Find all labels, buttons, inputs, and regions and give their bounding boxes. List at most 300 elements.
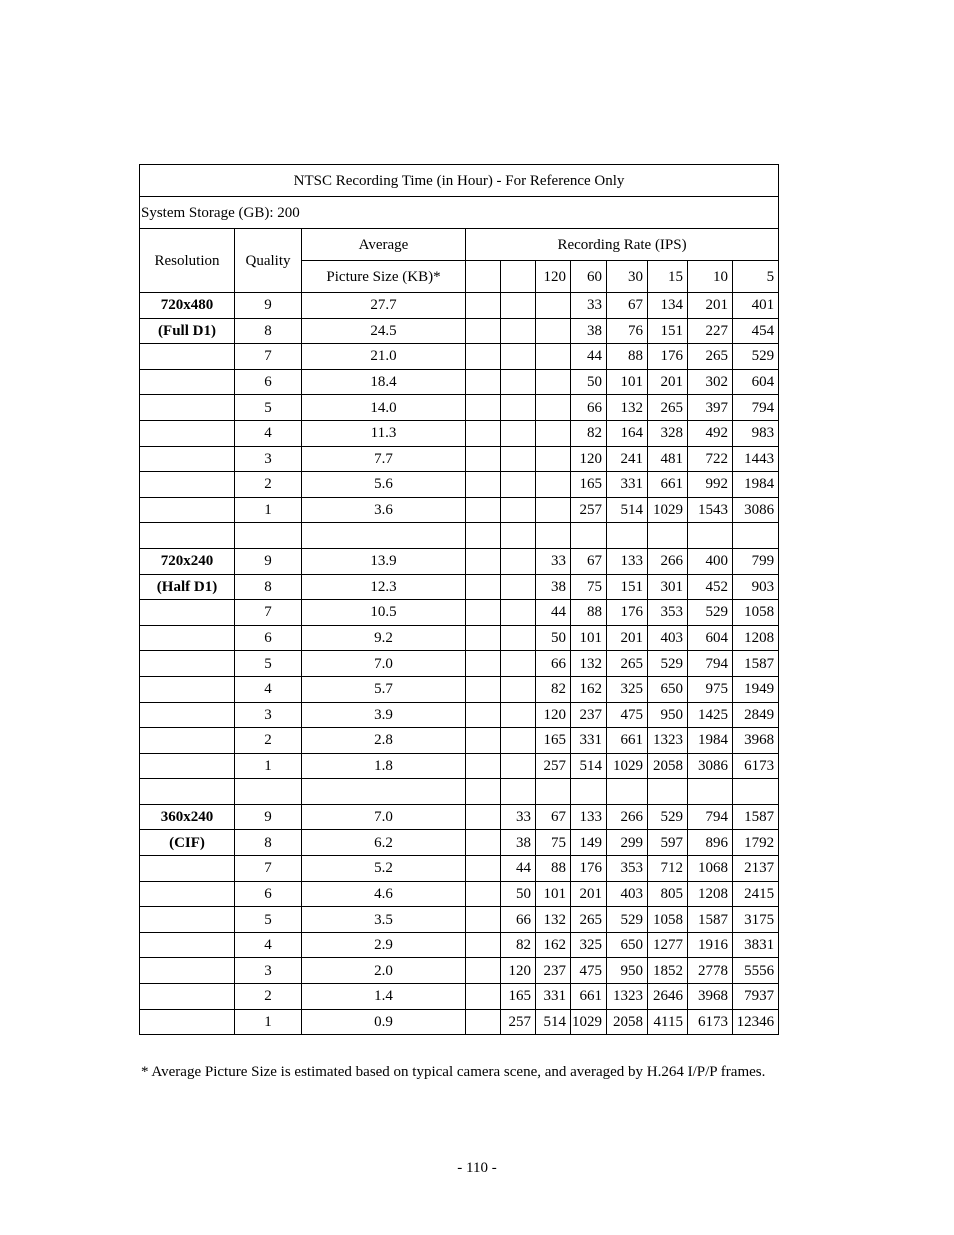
table-row xyxy=(140,651,779,677)
recording-hours-cell: 1425 xyxy=(688,702,733,728)
resolution-cell xyxy=(140,753,235,779)
avg-picture-size-cell: 3.9 xyxy=(302,702,466,728)
recording-hours-cell: 1323 xyxy=(648,728,688,754)
resolution-cell xyxy=(140,702,235,728)
recording-hours-cell: 301 xyxy=(648,574,688,600)
recording-hours-cell: 799 xyxy=(733,548,779,574)
recording-hours-cell xyxy=(536,369,571,395)
table-row xyxy=(140,625,779,651)
resolution-cell: (Full D1) xyxy=(140,318,235,344)
quality-cell: 5 xyxy=(235,395,302,421)
recording-hours-cell: 1984 xyxy=(688,728,733,754)
avg-picture-size-cell: 2.8 xyxy=(302,728,466,754)
recording-hours-cell: 1323 xyxy=(607,984,648,1010)
recording-hours-cell xyxy=(466,651,501,677)
resolution-cell xyxy=(140,369,235,395)
avg-picture-size-cell xyxy=(302,523,466,549)
quality-cell: 1 xyxy=(235,1009,302,1035)
rate-header-cell: 30 xyxy=(607,261,648,293)
table-row xyxy=(140,907,779,933)
recording-hours-cell xyxy=(648,523,688,549)
recording-hours-cell: 514 xyxy=(571,753,607,779)
recording-hours-cell: 101 xyxy=(536,881,571,907)
table-row xyxy=(140,984,779,1010)
rate-header-cell: 10 xyxy=(688,261,733,293)
table-row xyxy=(140,753,779,779)
recording-hours-cell: 1058 xyxy=(648,907,688,933)
recording-hours-cell xyxy=(536,446,571,472)
table-row xyxy=(140,1009,779,1035)
recording-hours-cell: 134 xyxy=(648,293,688,319)
recording-hours-cell: 257 xyxy=(501,1009,536,1035)
recording-hours-cell: 165 xyxy=(571,472,607,498)
recording-hours-cell: 481 xyxy=(648,446,688,472)
avg-picture-size-cell: 9.2 xyxy=(302,625,466,651)
recording-hours-cell xyxy=(466,779,501,805)
recording-hours-cell: 6173 xyxy=(688,1009,733,1035)
table-row xyxy=(140,523,779,549)
recording-hours-cell: 492 xyxy=(688,420,733,446)
table-title: NTSC Recording Time (in Hour) - For Reference Only xyxy=(140,165,779,197)
table-row xyxy=(140,318,779,344)
recording-hours-cell: 66 xyxy=(571,395,607,421)
recording-hours-cell: 151 xyxy=(607,574,648,600)
recording-hours-cell: 2778 xyxy=(688,958,733,984)
recording-hours-cell: 12346 xyxy=(733,1009,779,1035)
recording-hours-cell: 176 xyxy=(607,600,648,626)
recording-hours-cell: 2058 xyxy=(648,753,688,779)
recording-hours-cell: 164 xyxy=(607,420,648,446)
recording-hours-cell xyxy=(501,497,536,523)
table-row xyxy=(140,420,779,446)
table-row xyxy=(140,804,779,830)
recording-hours-cell: 50 xyxy=(571,369,607,395)
quality-cell: 8 xyxy=(235,574,302,600)
recording-hours-cell xyxy=(501,420,536,446)
recording-hours-cell: 452 xyxy=(688,574,733,600)
recording-hours-cell: 529 xyxy=(607,907,648,933)
recording-hours-cell: 50 xyxy=(501,881,536,907)
recording-hours-cell: 75 xyxy=(536,830,571,856)
recording-hours-cell xyxy=(466,446,501,472)
recording-hours-cell xyxy=(466,1009,501,1035)
recording-hours-cell: 3968 xyxy=(733,728,779,754)
avg-picture-size-cell: 5.7 xyxy=(302,676,466,702)
recording-hours-cell xyxy=(501,472,536,498)
recording-hours-cell: 266 xyxy=(648,548,688,574)
recording-hours-cell: 1587 xyxy=(733,804,779,830)
recording-hours-cell: 201 xyxy=(688,293,733,319)
recording-hours-cell: 162 xyxy=(571,676,607,702)
recording-hours-cell xyxy=(648,779,688,805)
recording-hours-cell: 661 xyxy=(571,984,607,1010)
recording-hours-cell: 1792 xyxy=(733,830,779,856)
table-row xyxy=(140,446,779,472)
recording-hours-cell: 33 xyxy=(571,293,607,319)
table-row xyxy=(140,344,779,370)
avg-picture-size-cell: 7.0 xyxy=(302,804,466,830)
recording-hours-cell xyxy=(466,856,501,882)
avg-picture-size-cell: 2.0 xyxy=(302,958,466,984)
table-row xyxy=(140,728,779,754)
recording-hours-cell xyxy=(501,728,536,754)
recording-hours-cell: 201 xyxy=(571,881,607,907)
recording-hours-cell xyxy=(501,318,536,344)
recording-hours-cell: 75 xyxy=(571,574,607,600)
resolution-cell: (Half D1) xyxy=(140,574,235,600)
recording-hours-cell: 120 xyxy=(536,702,571,728)
recording-hours-cell xyxy=(466,344,501,370)
recording-hours-cell: 165 xyxy=(501,984,536,1010)
recording-hours-cell: 257 xyxy=(536,753,571,779)
quality-cell: 5 xyxy=(235,907,302,933)
recording-hours-cell: 3175 xyxy=(733,907,779,933)
recording-hours-cell: 529 xyxy=(648,651,688,677)
recording-hours-cell: 299 xyxy=(607,830,648,856)
recording-hours-cell: 794 xyxy=(688,651,733,677)
recording-hours-cell: 120 xyxy=(571,446,607,472)
quality-cell: 9 xyxy=(235,293,302,319)
table-row xyxy=(140,395,779,421)
avg-picture-size-cell: 5.6 xyxy=(302,472,466,498)
recording-hours-cell: 950 xyxy=(607,958,648,984)
table-row xyxy=(140,958,779,984)
recording-hours-cell: 353 xyxy=(607,856,648,882)
recording-hours-cell xyxy=(466,420,501,446)
recording-hours-cell: 661 xyxy=(607,728,648,754)
recording-hours-cell: 38 xyxy=(501,830,536,856)
recording-hours-cell: 1949 xyxy=(733,676,779,702)
recording-hours-cell: 514 xyxy=(536,1009,571,1035)
table-row xyxy=(140,369,779,395)
recording-hours-cell xyxy=(501,600,536,626)
recording-hours-cell xyxy=(466,984,501,1010)
recording-hours-cell xyxy=(466,676,501,702)
resolution-cell xyxy=(140,395,235,421)
recording-hours-cell: 650 xyxy=(607,932,648,958)
recording-hours-cell xyxy=(688,523,733,549)
table-row xyxy=(140,702,779,728)
resolution-cell: 720x240 xyxy=(140,548,235,574)
recording-hours-cell xyxy=(466,625,501,651)
avg-picture-size-cell: 27.7 xyxy=(302,293,466,319)
resolution-cell xyxy=(140,446,235,472)
recording-hours-cell: 6173 xyxy=(733,753,779,779)
table-row xyxy=(140,881,779,907)
avg-picture-size-cell: 18.4 xyxy=(302,369,466,395)
quality-cell: 2 xyxy=(235,728,302,754)
resolution-cell xyxy=(140,779,235,805)
resolution-cell xyxy=(140,728,235,754)
recording-hours-cell: 604 xyxy=(688,625,733,651)
recording-hours-cell: 302 xyxy=(688,369,733,395)
rate-header-cell: 15 xyxy=(648,261,688,293)
avg-picture-size-cell: 4.6 xyxy=(302,881,466,907)
avg-picture-size-cell: 6.2 xyxy=(302,830,466,856)
recording-hours-cell: 265 xyxy=(688,344,733,370)
recording-hours-cell: 44 xyxy=(501,856,536,882)
rate-header-cell: 60 xyxy=(571,261,607,293)
recording-hours-cell: 38 xyxy=(536,574,571,600)
recording-hours-cell: 1068 xyxy=(688,856,733,882)
recording-hours-cell xyxy=(501,395,536,421)
recording-hours-cell xyxy=(501,702,536,728)
recording-hours-cell: 597 xyxy=(648,830,688,856)
recording-hours-cell: 67 xyxy=(607,293,648,319)
recording-hours-cell xyxy=(466,728,501,754)
recording-hours-cell xyxy=(466,523,501,549)
recording-hours-cell xyxy=(733,523,779,549)
recording-hours-cell xyxy=(466,600,501,626)
recording-hours-cell: 227 xyxy=(688,318,733,344)
quality-cell: 8 xyxy=(235,830,302,856)
recording-hours-cell xyxy=(466,932,501,958)
recording-hours-cell: 67 xyxy=(536,804,571,830)
recording-hours-cell xyxy=(501,651,536,677)
recording-hours-cell: 722 xyxy=(688,446,733,472)
recording-hours-cell: 992 xyxy=(688,472,733,498)
avg-picture-size-cell: 12.3 xyxy=(302,574,466,600)
resolution-cell xyxy=(140,497,235,523)
recording-hours-cell: 1029 xyxy=(571,1009,607,1035)
table-row xyxy=(140,293,779,319)
recording-hours-cell: 2415 xyxy=(733,881,779,907)
recording-hours-cell xyxy=(466,830,501,856)
recording-hours-cell: 66 xyxy=(536,651,571,677)
recording-hours-cell xyxy=(536,497,571,523)
recording-hours-cell: 3968 xyxy=(688,984,733,1010)
quality-cell: 7 xyxy=(235,600,302,626)
recording-hours-cell: 133 xyxy=(607,548,648,574)
recording-hours-cell: 328 xyxy=(648,420,688,446)
quality-cell: 3 xyxy=(235,958,302,984)
recording-hours-cell xyxy=(536,395,571,421)
quality-cell: 6 xyxy=(235,881,302,907)
recording-hours-cell xyxy=(501,753,536,779)
recording-hours-cell: 2137 xyxy=(733,856,779,882)
resolution-cell xyxy=(140,907,235,933)
system-storage-label: System Storage (GB): 200 xyxy=(140,197,779,229)
recording-hours-cell: 38 xyxy=(571,318,607,344)
recording-hours-cell: 1029 xyxy=(648,497,688,523)
recording-hours-cell: 325 xyxy=(607,676,648,702)
recording-hours-cell: 88 xyxy=(607,344,648,370)
recording-hours-cell xyxy=(607,779,648,805)
recording-hours-cell: 650 xyxy=(648,676,688,702)
resolution-cell xyxy=(140,881,235,907)
recording-hours-cell xyxy=(501,676,536,702)
resolution-cell xyxy=(140,676,235,702)
avg-picture-size-cell: 3.5 xyxy=(302,907,466,933)
recording-hours-cell: 176 xyxy=(648,344,688,370)
recording-hours-cell: 896 xyxy=(688,830,733,856)
recording-hours-cell: 2849 xyxy=(733,702,779,728)
recording-hours-cell: 403 xyxy=(648,625,688,651)
recording-hours-cell: 529 xyxy=(688,600,733,626)
recording-hours-cell xyxy=(466,318,501,344)
avg-picture-size-cell: 7.7 xyxy=(302,446,466,472)
recording-hours-cell: 201 xyxy=(648,369,688,395)
table-row xyxy=(140,856,779,882)
recording-hours-cell xyxy=(688,779,733,805)
recording-hours-cell: 82 xyxy=(536,676,571,702)
recording-hours-cell: 4115 xyxy=(648,1009,688,1035)
recording-hours-cell: 33 xyxy=(501,804,536,830)
quality-cell: 9 xyxy=(235,548,302,574)
avg-picture-size-cell: 14.0 xyxy=(302,395,466,421)
recording-hours-cell xyxy=(466,293,501,319)
quality-cell: 7 xyxy=(235,856,302,882)
recording-hours-cell: 120 xyxy=(501,958,536,984)
recording-hours-cell: 149 xyxy=(571,830,607,856)
page-number: - 110 - xyxy=(457,1160,497,1176)
recording-hours-cell xyxy=(466,753,501,779)
recording-hours-cell: 7937 xyxy=(733,984,779,1010)
average-header: Average xyxy=(302,229,466,261)
recording-hours-cell xyxy=(571,523,607,549)
table-row xyxy=(140,472,779,498)
recording-hours-cell: 1916 xyxy=(688,932,733,958)
table-row xyxy=(140,574,779,600)
recording-hours-cell: 133 xyxy=(571,804,607,830)
recording-hours-cell: 1852 xyxy=(648,958,688,984)
recording-hours-cell: 397 xyxy=(688,395,733,421)
avg-picture-size-cell: 21.0 xyxy=(302,344,466,370)
recording-hours-cell: 101 xyxy=(607,369,648,395)
recording-hours-cell: 903 xyxy=(733,574,779,600)
resolution-cell xyxy=(140,1009,235,1035)
resolution-cell xyxy=(140,523,235,549)
recording-hours-cell xyxy=(501,625,536,651)
recording-hours-cell: 2646 xyxy=(648,984,688,1010)
recording-hours-cell: 88 xyxy=(536,856,571,882)
recording-hours-cell: 162 xyxy=(536,932,571,958)
recording-hours-cell: 475 xyxy=(607,702,648,728)
table-row xyxy=(140,932,779,958)
recording-hours-cell: 950 xyxy=(648,702,688,728)
recording-hours-cell xyxy=(536,318,571,344)
recording-hours-cell: 237 xyxy=(536,958,571,984)
avg-picture-size-cell: 11.3 xyxy=(302,420,466,446)
recording-hours-cell: 44 xyxy=(536,600,571,626)
recording-hours-cell xyxy=(571,779,607,805)
recording-hours-cell: 529 xyxy=(733,344,779,370)
recording-hours-cell: 2058 xyxy=(607,1009,648,1035)
recording-hours-cell: 266 xyxy=(607,804,648,830)
resolution-cell xyxy=(140,600,235,626)
recording-hours-cell: 794 xyxy=(733,395,779,421)
recording-hours-cell: 1208 xyxy=(688,881,733,907)
resolution-cell xyxy=(140,958,235,984)
resolution-cell: 360x240 xyxy=(140,804,235,830)
recording-hours-cell xyxy=(536,523,571,549)
resolution-cell xyxy=(140,856,235,882)
quality-cell: 4 xyxy=(235,420,302,446)
recording-hours-cell xyxy=(466,804,501,830)
recording-hours-cell xyxy=(501,779,536,805)
avg-picture-size-cell: 1.8 xyxy=(302,753,466,779)
quality-cell: 3 xyxy=(235,446,302,472)
resolution-cell xyxy=(140,651,235,677)
recording-hours-cell: 331 xyxy=(571,728,607,754)
recording-hours-cell xyxy=(501,369,536,395)
recording-hours-cell xyxy=(466,548,501,574)
recording-hours-cell: 265 xyxy=(648,395,688,421)
recording-hours-cell: 3086 xyxy=(733,497,779,523)
recording-hours-cell: 132 xyxy=(571,651,607,677)
recording-hours-cell: 604 xyxy=(733,369,779,395)
recording-hours-cell: 3831 xyxy=(733,932,779,958)
recording-hours-cell: 514 xyxy=(607,497,648,523)
recording-hours-cell: 529 xyxy=(648,804,688,830)
resolution-cell xyxy=(140,932,235,958)
recording-hours-cell: 1543 xyxy=(688,497,733,523)
recording-hours-cell: 1443 xyxy=(733,446,779,472)
recording-hours-cell: 33 xyxy=(536,548,571,574)
recording-hours-cell: 400 xyxy=(688,548,733,574)
recording-hours-cell: 805 xyxy=(648,881,688,907)
avg-picture-size-cell: 2.9 xyxy=(302,932,466,958)
resolution-cell xyxy=(140,420,235,446)
avg-picture-size-cell xyxy=(302,779,466,805)
recording-hours-cell xyxy=(536,472,571,498)
recording-hours-cell: 265 xyxy=(571,907,607,933)
recording-hours-cell: 661 xyxy=(648,472,688,498)
recording-hours-cell: 454 xyxy=(733,318,779,344)
recording-hours-cell: 88 xyxy=(571,600,607,626)
quality-cell: 5 xyxy=(235,651,302,677)
recording-hours-cell xyxy=(501,548,536,574)
recording-hours-cell: 237 xyxy=(571,702,607,728)
avg-picture-size-cell: 1.4 xyxy=(302,984,466,1010)
rate-header-cell: 120 xyxy=(536,261,571,293)
recording-hours-cell: 712 xyxy=(648,856,688,882)
avg-picture-size-cell: 10.5 xyxy=(302,600,466,626)
recording-hours-cell xyxy=(466,574,501,600)
recording-hours-cell: 325 xyxy=(571,932,607,958)
recording-hours-cell: 66 xyxy=(501,907,536,933)
table-row xyxy=(140,548,779,574)
avg-picture-size-cell: 13.9 xyxy=(302,548,466,574)
recording-hours-cell xyxy=(466,702,501,728)
recording-hours-cell: 401 xyxy=(733,293,779,319)
quality-cell: 1 xyxy=(235,497,302,523)
recording-hours-cell: 331 xyxy=(607,472,648,498)
quality-header: Quality xyxy=(235,229,302,293)
recording-hours-cell: 3086 xyxy=(688,753,733,779)
recording-hours-cell xyxy=(607,523,648,549)
quality-cell xyxy=(235,523,302,549)
avg-picture-size-cell: 7.0 xyxy=(302,651,466,677)
quality-cell: 2 xyxy=(235,984,302,1010)
recording-hours-cell: 50 xyxy=(536,625,571,651)
quality-cell: 8 xyxy=(235,318,302,344)
recording-hours-cell: 132 xyxy=(536,907,571,933)
rate-header-cell xyxy=(501,261,536,293)
recording-hours-cell: 1277 xyxy=(648,932,688,958)
resolution-cell xyxy=(140,984,235,1010)
recording-hours-cell xyxy=(466,497,501,523)
table-row xyxy=(140,830,779,856)
recording-hours-cell xyxy=(733,779,779,805)
recording-hours-cell xyxy=(466,395,501,421)
recording-hours-cell: 5556 xyxy=(733,958,779,984)
recording-hours-cell: 44 xyxy=(571,344,607,370)
recording-hours-cell: 132 xyxy=(607,395,648,421)
resolution-cell: 720x480 xyxy=(140,293,235,319)
table-row xyxy=(140,600,779,626)
recording-hours-cell: 353 xyxy=(648,600,688,626)
